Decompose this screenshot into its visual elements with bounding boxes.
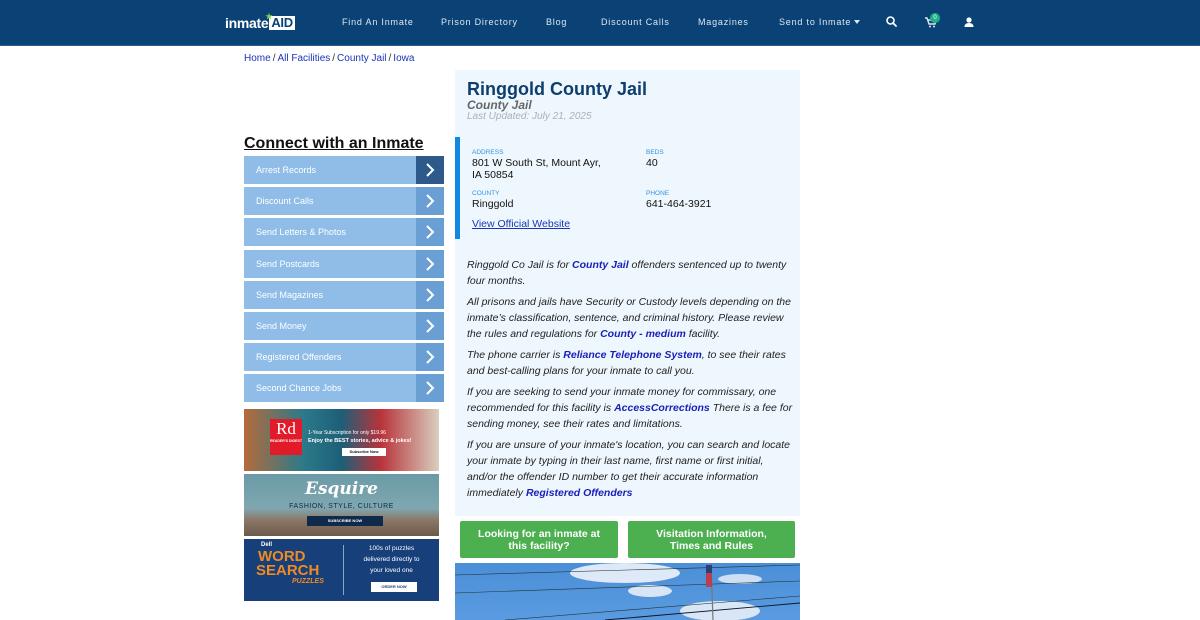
breadcrumb-home[interactable]: Home (244, 53, 271, 64)
sidebar-item-send-postcards[interactable] (244, 250, 444, 278)
chevron-right-icon (416, 250, 444, 278)
address-label: ADDRESS (472, 149, 504, 156)
logo-accent: ★ AID (265, 12, 293, 30)
visitation-info-button[interactable]: Visitation Information, Times and Rules (628, 521, 795, 558)
chevron-right-icon (416, 343, 444, 371)
rd-ad-line1: 1-Year Subscription for only $19.96 (308, 430, 386, 436)
sidebar-item-label: Send Postcards (256, 258, 320, 269)
sidebar-item-label: Arrest Records (256, 165, 317, 175)
sidebar-item-send-magazines[interactable] (244, 281, 444, 309)
readers-digest-ad[interactable] (244, 409, 439, 471)
word-search-ad[interactable]: Dell WORD SEARCH PUZZLES 100s of puzzles delivered directly to your loved one ORDER NOW (244, 539, 439, 601)
rd-logo: Rd READER'S DIGEST (270, 419, 302, 455)
beds-label: BEDS (646, 149, 664, 156)
sidebar-item-label: Send Magazines (256, 289, 324, 300)
access-corrections-link[interactable]: AccessCorrections (614, 402, 710, 414)
facility-description (467, 257, 795, 506)
address-line1: 801 W South St, Mount Ayr, (472, 157, 601, 169)
facility-card (455, 70, 800, 516)
reliance-telephone-link[interactable]: Reliance Telephone System (563, 349, 702, 361)
county-label: COUNTY (472, 190, 500, 197)
esquire-tagline: FASHION, STYLE, CULTURE (289, 503, 394, 510)
sidebar-item-label: Send Letters & Photos (256, 227, 347, 238)
county-value: Ringgold (472, 198, 514, 210)
registered-offenders-link[interactable]: Registered Offenders (525, 487, 633, 499)
sidebar-item-arrest-records[interactable] (244, 156, 444, 184)
sidebar-item-label: Second Chance Jobs (256, 383, 342, 394)
top-navbar (0, 0, 1200, 46)
esquire-subscribe-button[interactable]: SUBSCRIBE NOW (307, 516, 383, 526)
phone-label: PHONE (646, 190, 670, 197)
user-icon[interactable] (961, 14, 977, 30)
address-line2: IA 50854 (472, 169, 514, 181)
connect-menu (244, 156, 444, 406)
connect-heading: Connect with an Inmate (244, 135, 424, 152)
beds-value: 40 (646, 157, 658, 169)
inmateaid-logo[interactable] (225, 14, 295, 32)
sidebar-item-label: Registered Offenders (256, 352, 342, 363)
nav-find-an-inmate[interactable]: Find An Inmate (342, 17, 414, 27)
description-paragraph: If you are seeking to send your inmate money for commissary, one recommended for this facility is AccessCorrections There is a fee for sending money, see their rates and limitations. (467, 386, 793, 430)
chevron-right-icon (416, 312, 444, 340)
description-paragraph: The phone carrier is Reliance Telephone System, to see their rates and best-calling plans for your inmate to call you. (467, 349, 786, 377)
find-inmate-button[interactable]: Looking for an inmate at this facility? (460, 521, 618, 558)
star-icon: ★ (265, 12, 273, 21)
breadcrumb: Home / All Facilities / County Jail / Iowa (244, 53, 415, 64)
nav-send-to-inmate[interactable]: Send to Inmate (779, 17, 860, 27)
chevron-right-icon (416, 187, 444, 215)
facility-type: County Jail (467, 98, 532, 112)
search-icon[interactable] (884, 14, 900, 30)
facility-info-box (455, 137, 800, 239)
sidebar-item-registered-offenders[interactable] (244, 343, 444, 371)
sidebar-item-second-chance-jobs[interactable] (244, 374, 444, 402)
order-now-button[interactable]: ORDER NOW (371, 582, 417, 592)
breadcrumb-all-facilities[interactable]: All Facilities (277, 53, 331, 64)
esquire-ad[interactable] (244, 474, 439, 536)
sidebar-item-label: Discount Calls (256, 196, 314, 207)
nav-magazines[interactable]: Magazines (698, 17, 749, 27)
rd-ad-line2: Enjoy the BEST stories, advice & jokes! (308, 438, 412, 444)
breadcrumb-iowa[interactable]: Iowa (393, 53, 415, 64)
description-paragraph: Ringgold Co Jail is for County Jail offenders sentenced up to twenty four months. (467, 259, 787, 287)
chevron-right-icon (416, 374, 444, 402)
logo-text: inmate (225, 15, 269, 31)
rd-subscribe-button[interactable]: Subscribe Now (342, 448, 386, 456)
sidebar-item-send-money[interactable] (244, 312, 444, 340)
phone-value: 641-464-3921 (646, 198, 712, 210)
sidebar-item-discount-calls[interactable] (244, 187, 444, 215)
chevron-right-icon (416, 281, 444, 309)
sidebar-item-send-letters-photos[interactable] (244, 218, 444, 246)
nav-prison-directory[interactable]: Prison Directory (441, 17, 518, 27)
facility-photo (455, 563, 800, 620)
county-medium-link[interactable]: County - medium (600, 328, 686, 340)
sky-photo-illustration (455, 563, 800, 620)
sidebar-item-label: Send Money (256, 320, 307, 331)
chevron-right-icon (416, 156, 444, 184)
official-website-link[interactable]: View Official Website (472, 218, 571, 230)
description-paragraph: All prisons and jails have Security or Custody levels depending on the inmate’s classification, sentence, and criminal history. Please review the rules and regulations for County - medium facility. (467, 296, 791, 340)
description-paragraph: If you are unsure of your inmate's location, you can search and locate your inmate by typing in their last name, first name or first initial, and/or the offender ID number to get their accurate information immediately Registered Offenders (467, 439, 791, 499)
chevron-right-icon (416, 218, 444, 246)
nav-discount-calls[interactable]: Discount Calls (601, 17, 670, 27)
nav-blog[interactable]: Blog (546, 17, 568, 27)
breadcrumb-county-jail[interactable]: County Jail (337, 53, 387, 64)
caret-down-icon (854, 20, 860, 24)
county-jail-link[interactable]: County Jail (572, 259, 629, 271)
esquire-logo: Esquire (304, 479, 378, 499)
facility-name: Ringgold County Jail (467, 79, 647, 99)
last-updated: Last Updated: July 21, 2025 (467, 111, 592, 122)
cart-count-badge: 0 (930, 13, 940, 23)
